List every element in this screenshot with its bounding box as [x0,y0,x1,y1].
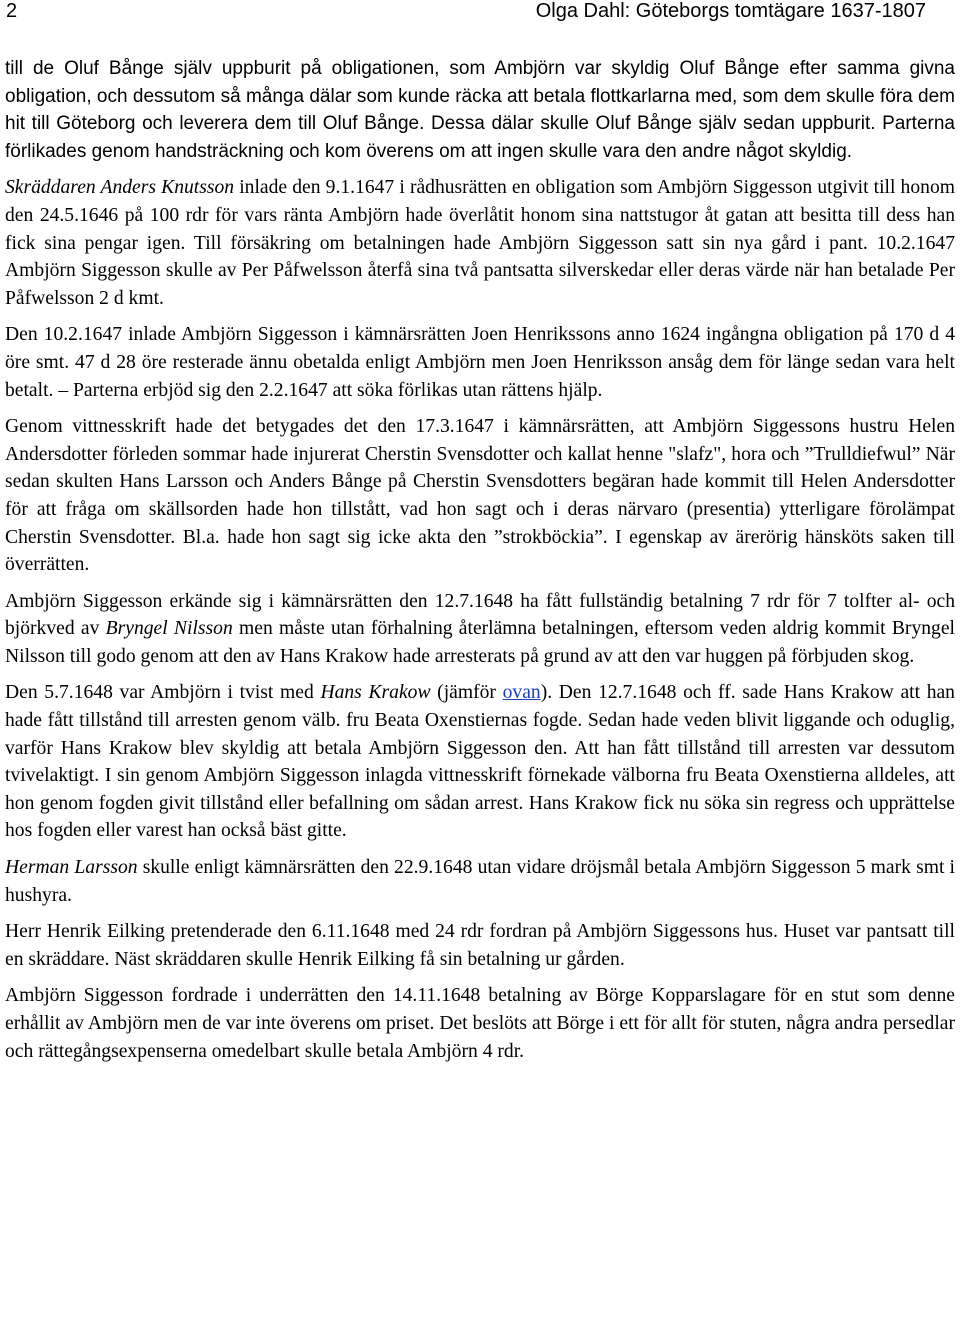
person-name: Herman Larsson [5,857,138,879]
paragraph-4: Genom vittnesskrift hade det betygades det den 17.3.1647 i kämnärsrätten, att Ambjörn Siggessons hustru Helen Andersdotter förleden sommar hade injurerat Cherstin Svensdotter och kallat henne "slafz", hora och ”Trulldiefwul” När sedan skulten Hans Larsson och Anders Bånge på Cherstin Svensdotters begäran hade kommit till Helen Andersdotter för att fråga om skällsorden hade hon tillstått, vad hon sagt och i deras närvaro (presentia) ytterligare förolämpat Cherstin Svensdotter. Bl.a. hade hon sagt sig icke akta den ”strokböckia”. I egenskap av ärerörig hänsköts saken till överrätten. [5,416,955,576]
paragraph-text: ). Den 12.7.1648 och ff. sade Hans Krakow att han hade fått tillstånd till arresten genom välb. fru Beata Oxenstiernas fogde. Sedan hade veden blivit liggande och oduglig, varför Hans Krakow blev skyldig att betala Ambjörn Siggesson den. Att han fått tillstånd till arresten var dessutom tvivelaktigt. I sin genom Ambjörn Siggesson inlagda vittnesskrift förnekade välborna fru Beata Oxenstierna alldeles, att hon genom fogden givit tillstånd eller befallning om sådan arrest. Hans Krakow fick nu söka sin regress och upprättelse hos fogden eller varest han också bäst gitte. [5,682,955,842]
person-name: Bryngel Nilsson [105,618,233,640]
paragraph-text: Den 5.7.1648 var Ambjörn i tvist med [5,682,321,704]
ovan-link[interactable]: ovan [502,682,541,704]
running-title: Olga Dahl: Göteborgs tomtägare 1637-1807 [535,0,926,22]
paragraph-5 [5,588,955,671]
paragraph-2 [5,174,955,312]
page-header [0,0,960,34]
paragraph-9: Ambjörn Siggesson fordrade i underrätten den 14.11.1648 betalning av Börge Kopparslagare för en stut som denne erhållit av Ambjörn men de var inte överens om priset. Det beslöts att Börge i ett för allt för stuten, några andra persedlar och rättegångsexpenserna omedelbart skulle betala Ambjörn 4 rdr. [5,985,955,1062]
page-number: 2 [6,0,18,22]
paragraph-text: Ambjörn Siggesson erkände sig i kämnärsrätten den 12.7.1648 ha fått fullständig betalning 7 rdr för 7 tolfter al- och björkved av [5,590,955,640]
paragraph-7 [5,854,955,909]
paragraph-text: skulle enligt kämnärsrätten den 22.9.1648 utan vidare dröjsmål betala Ambjörn Siggesson 5 mark smt i hushyra. [5,857,955,906]
person-name: Skräddaren Anders Knutsson [5,177,235,199]
paragraph-8: Herr Henrik Eilking pretenderade den 6.11.1648 med 24 rdr fordran på Ambjörn Siggessons hus. Huset var pantsatt till en skräddare. Näst skräddaren skulle Henrik Eilking få sin betalning ur gården. [5,921,955,970]
paragraph-1: till de Oluf Bånge själv uppburit på obligationen, som Ambjörn var skyldig Oluf Bånge efter samma givna obligation, och dessutom så många dälar som kunde räcka att betala flottkarlarna med, som dem skulle föra dem hit till Göteborg och leverera dem till Oluf Bånge. Dessa dälar skulle Oluf Bånge själv sedan uppburit. Parterna förlikades genom handsträckning och kom överens om att ingen skulle vara den andre något skyldig. [5,58,955,162]
paragraph-3: Den 10.2.1647 inlade Ambjörn Siggesson i kämnärsrätten Joen Henrikssons anno 1624 ingångna obligation på 170 d 4 öre smt. 47 d 28 öre resterade ännu obetalda enligt Ambjörn men Joen Henriksson ansåg dem för länge sedan vara helt betalt. – Parterna erbjöd sig den 2.2.1647 att söka förlikas utan rättens hjälp. [5,324,955,401]
document-body [5,55,955,1074]
paragraph-6 [5,679,955,845]
paragraph-text: inlade den 9.1.1647 i rådhusrätten en obligation som Ambjörn Siggesson utgivit till honom den 24.5.1646 på 100 rdr för vars ränta Ambjörn hade överlåtit honom sina nattstugor åt gatan att besitta till dess han fick sina pengar igen. Till försäkring om betalningen hade Ambjörn Siggesson satt sin nya gård i pant. 10.2.1647 Ambjörn Siggesson skulle av Per Påfwelsson återfå sina två pantsatta silverskedar eller deras värde när han betalade Per Påfwelsson 2 d kmt. [5,177,955,309]
paragraph-text: (jämför [430,682,503,704]
paragraph-text: men måste utan förhalning återlämna betalningen, eftersom veden aldrig kommit Bryngel Nilsson till godo genom att den av Hans Krakow hade arresterats på grund av att den var huggen på förbjuden skog. [5,618,955,667]
person-name: Hans Krakow [320,682,431,704]
